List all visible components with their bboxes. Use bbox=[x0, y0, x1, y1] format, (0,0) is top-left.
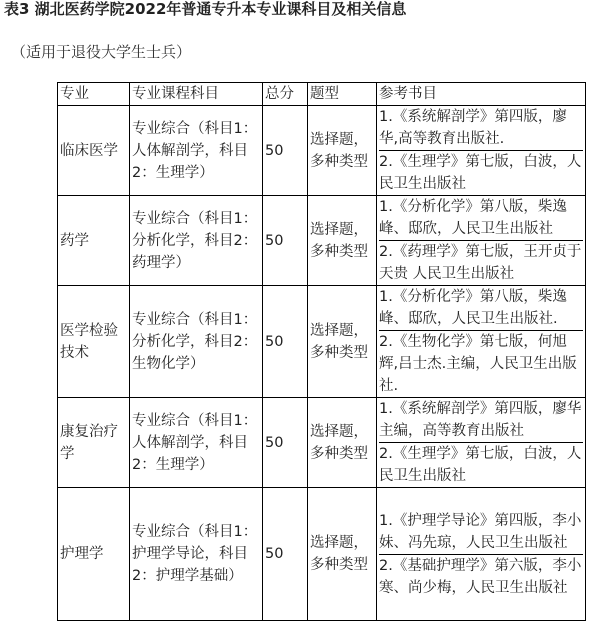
cell-score: 50 bbox=[263, 286, 308, 398]
table-row bbox=[58, 196, 586, 286]
cell-subjects: 专业综合（科目1：人体解剖学，科目2：生理学） bbox=[130, 398, 263, 488]
cell-question-type: 选择题，多种类型 bbox=[308, 488, 377, 621]
cell-reference-books bbox=[377, 488, 586, 621]
table-row bbox=[58, 286, 586, 398]
reference-book-1: 1.《护理学导论》第四版，李小妹、冯先琼，人民卫生出版社 bbox=[379, 510, 583, 555]
reference-book-2: 2.《药理学》第七版，王开贞于天贵 人民卫生出版社 bbox=[379, 244, 582, 282]
cell-major: 药学 bbox=[58, 196, 130, 286]
cell-major: 临床医学 bbox=[58, 106, 130, 196]
cell-question-type: 选择题，多种类型 bbox=[308, 398, 377, 488]
reference-book-2: 2.《生理学》第七版，白波，人民卫生出版社 bbox=[379, 446, 582, 484]
cell-major: 医学检验技术 bbox=[58, 286, 130, 398]
cell-reference-books bbox=[377, 398, 586, 488]
header-major: 专业 bbox=[58, 83, 130, 106]
cell-major: 康复治疗学 bbox=[58, 398, 130, 488]
cell-score: 50 bbox=[263, 106, 308, 196]
reference-book-1: 1.《系统解剖学》第四版，廖华,高等教育出版社. bbox=[379, 106, 583, 151]
table-row bbox=[58, 106, 586, 196]
table-row bbox=[58, 398, 586, 488]
reference-book-2: 2.《生物化学》第七版，何旭辉,吕士杰.主编，人民卫生出版社. bbox=[379, 334, 577, 394]
reference-book-1: 1.《系统解剖学》第四版，廖华主编，高等教育出版社 bbox=[379, 398, 583, 443]
page-title: 表3 湖北医药学院2022年普通专升本专业课科目及相关信息 bbox=[4, 0, 407, 18]
cell-question-type: 选择题，多种类型 bbox=[308, 286, 377, 398]
reference-book-2: 2.《生理学》第七版，白波，人民卫生出版社 bbox=[379, 154, 582, 192]
table-row bbox=[58, 488, 586, 621]
header-reference-books: 参考书目 bbox=[377, 83, 586, 106]
subject-info-table bbox=[57, 82, 586, 621]
reference-book-1: 1.《分析化学》第八版，柴逸峰、邸欣，人民卫生出版社. bbox=[379, 286, 583, 331]
header-score: 总分 bbox=[263, 83, 308, 106]
cell-question-type: 选择题，多种类型 bbox=[308, 106, 377, 196]
cell-subjects: 专业综合（科目1：护理学导论，科目2：护理学基础） bbox=[130, 488, 263, 621]
cell-score: 50 bbox=[263, 196, 308, 286]
cell-reference-books bbox=[377, 196, 586, 286]
header-question-type: 题型 bbox=[308, 83, 377, 106]
table-header-row bbox=[58, 83, 586, 106]
cell-reference-books bbox=[377, 286, 586, 398]
cell-subjects: 专业综合（科目1：人体解剖学，科目2：生理学） bbox=[130, 106, 263, 196]
page-subtitle: （适用于退役大学生士兵） bbox=[11, 43, 192, 61]
reference-book-2: 2.《基础护理学》第六版，李小寒、尚少梅，人民卫生出版社 bbox=[379, 557, 582, 596]
cell-major: 护理学 bbox=[58, 488, 130, 621]
cell-score: 50 bbox=[263, 488, 308, 621]
header-subjects: 专业课程科目 bbox=[130, 83, 263, 106]
cell-score: 50 bbox=[263, 398, 308, 488]
cell-subjects: 专业综合（科目1：分析化学，科目2：生物化学） bbox=[130, 286, 263, 398]
cell-question-type: 选择题，多种类型 bbox=[308, 196, 377, 286]
reference-book-1: 1.《分析化学》第八版，柴逸峰、邸欣，人民卫生出版社 bbox=[379, 196, 583, 241]
cell-reference-books bbox=[377, 106, 586, 196]
cell-subjects: 专业综合（科目1：分析化学，科目2：药理学） bbox=[130, 196, 263, 286]
